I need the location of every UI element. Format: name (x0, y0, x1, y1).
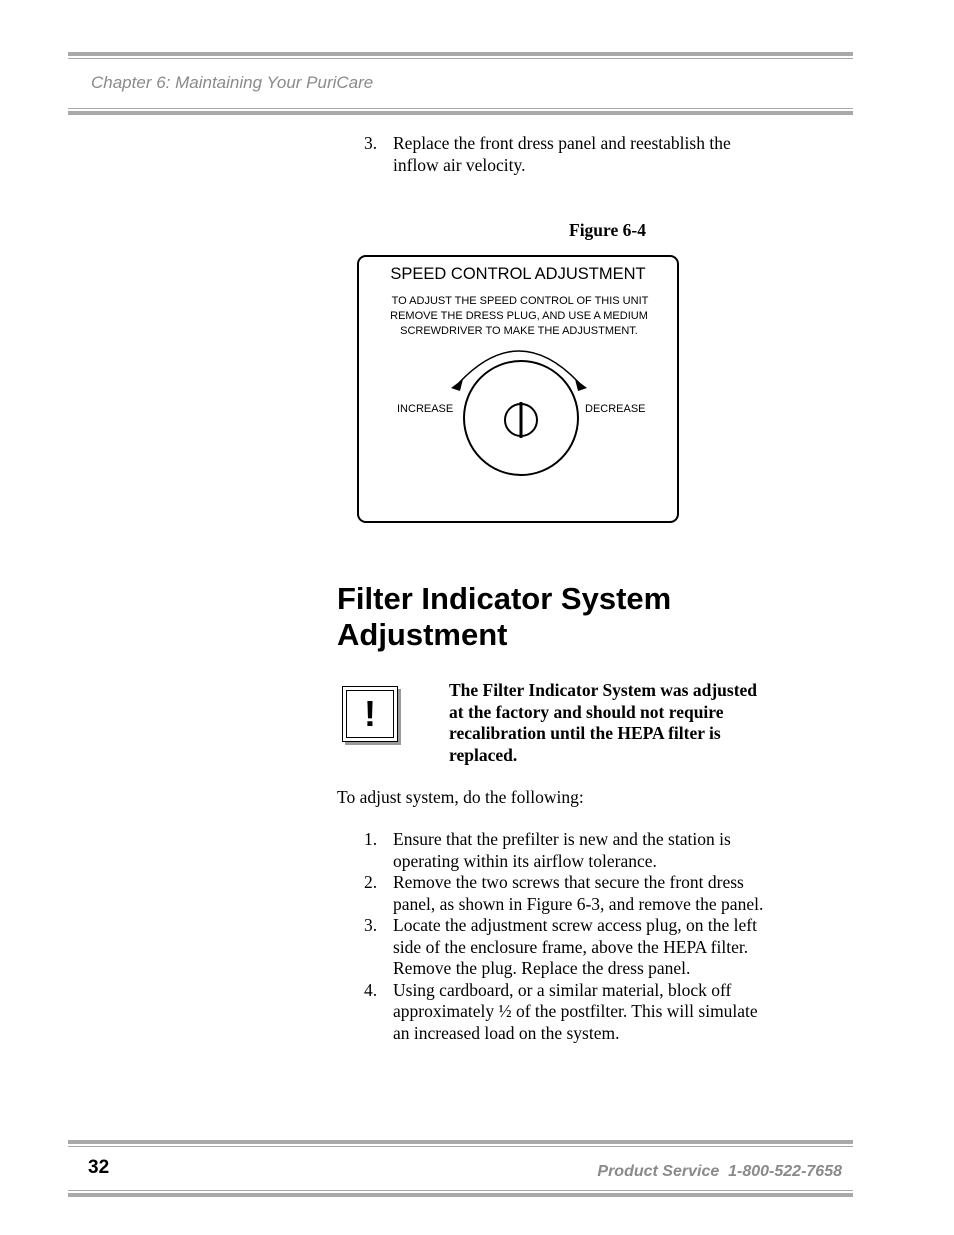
footer-rule-top (68, 1140, 853, 1147)
list-item (337, 829, 767, 872)
step-text: Ensure that the prefilter is new and the station is operating within its airflow tolerance. (393, 829, 731, 871)
adjustment-steps (337, 829, 767, 1044)
arrow-left-icon (451, 379, 463, 391)
exclamation-glyph: ! (346, 690, 394, 738)
step-number: 3. (364, 915, 378, 935)
step-text: Replace the front dress panel and reestablish the inflow air velocity. (393, 133, 731, 175)
speed-control-figure (357, 255, 679, 523)
list-item (337, 872, 767, 915)
section-title: Filter Indicator System Adjustment (337, 581, 672, 652)
list-item (337, 133, 767, 176)
header-rule-top (68, 52, 853, 59)
speed-control-diagram (359, 257, 677, 521)
step-number: 4. (364, 979, 378, 1000)
step-number: 3. (364, 133, 378, 153)
list-item (337, 980, 767, 1045)
product-service-phone: Product Service 1-800-522-7658 (597, 1163, 842, 1180)
step-number: 1. (364, 829, 378, 849)
figure-instruction-2: REMOVE THE DRESS PLUG, AND USE A MEDIUM (390, 310, 648, 322)
step-text: Remove the two screws that secure the front dress panel, as shown in Figure 6-3, and remove the panel. (393, 872, 764, 914)
warning-text: The Filter Indicator System was adjusted at the factory and should not require recalibration until the HEPA filter is replaced. (449, 680, 758, 765)
increase-label: INCREASE (397, 403, 454, 415)
step-text: Locate the adjustment screw access plug, on the left side of the enclosure frame, above the HEPA filter. Remove the plug. Replace the dress panel. (393, 915, 757, 978)
list-item (337, 915, 767, 980)
step-number: 2. (364, 872, 378, 892)
figure-caption: Figure 6-4 (569, 220, 646, 240)
chapter-header: Chapter 6: Maintaining Your PuriCare (91, 73, 374, 92)
header-rule-bottom (68, 108, 853, 115)
top-steps (337, 133, 767, 176)
step-text: Using cardboard, or a similar material, block off approximately ½ of the postfilter. This will simulate an increased load on the system. (393, 979, 758, 1043)
warning-icon (342, 686, 398, 742)
figure-instruction-3: SCREWDRIVER TO MAKE THE ADJUSTMENT. (400, 325, 638, 337)
intro-text: To adjust system, do the following: (337, 787, 584, 807)
figure-instruction-1: TO ADJUST THE SPEED CONTROL OF THIS UNIT (391, 295, 649, 307)
figure-title: SPEED CONTROL ADJUSTMENT (390, 265, 646, 283)
decrease-label: DECREASE (585, 403, 646, 415)
footer-rule-bottom (68, 1190, 853, 1197)
page-number: 32 (88, 1157, 110, 1178)
arrow-right-icon (575, 379, 587, 391)
